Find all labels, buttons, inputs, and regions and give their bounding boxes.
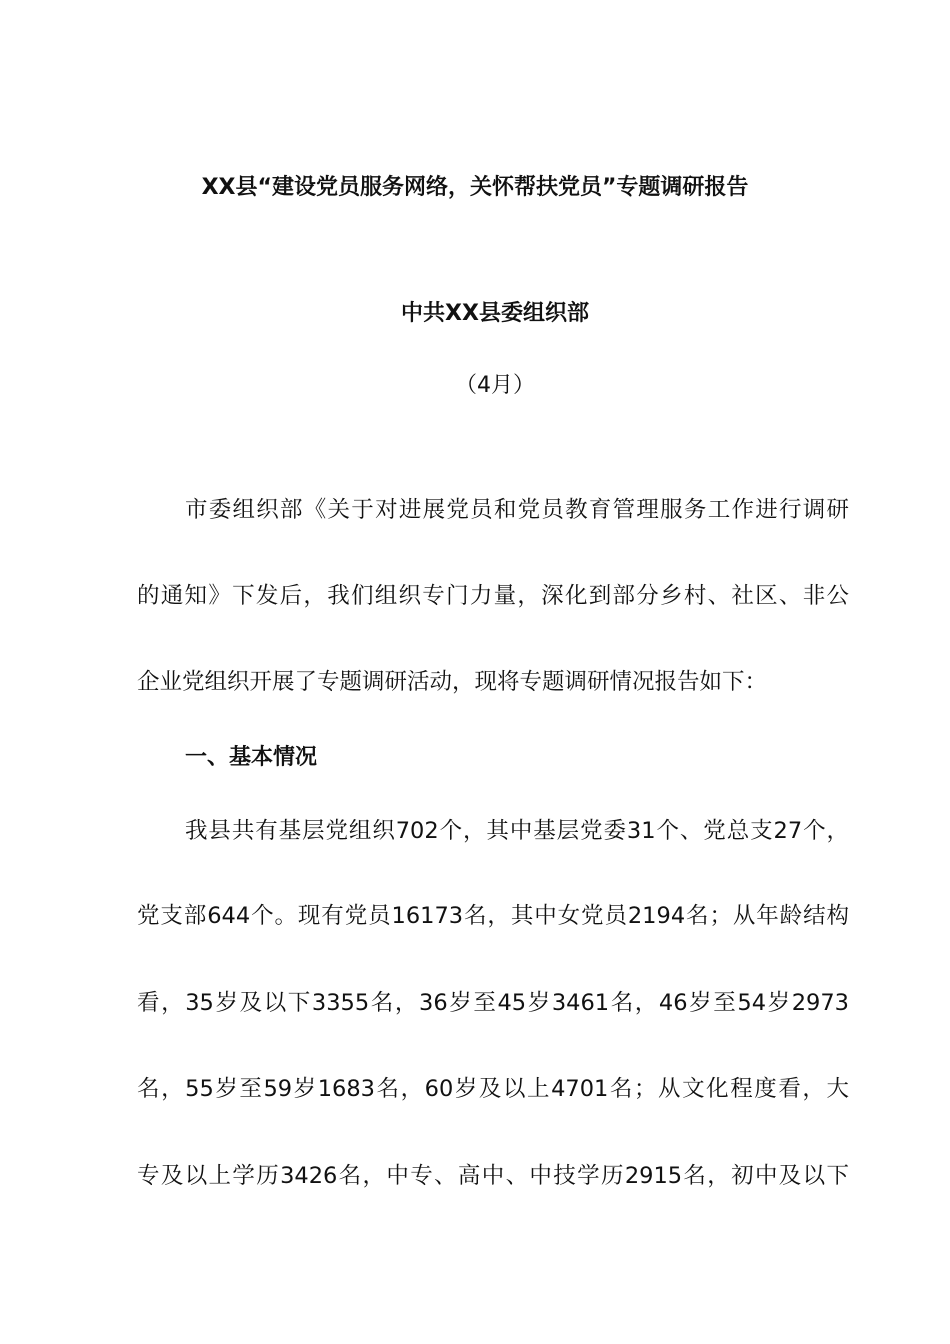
paragraph-line: 专及以上学历3426名，中专、高中、中技学历2915名，初中及以下 (137, 1163, 849, 1189)
paragraph-line: 看，35岁及以下3355名，36岁至45岁3461名，46岁至54岁2973 (137, 990, 849, 1016)
paragraph-line: 市委组织部《关于对进展党员和党员教育管理服务工作进行调研 (185, 497, 849, 523)
paragraph-line: 我县共有基层党组织702个，其中基层党委31个、党总支27个， (185, 818, 849, 844)
issuing-organization: 中共XX县委组织部 (401, 301, 589, 326)
document-date: （4月） (455, 373, 535, 398)
document-title: XX县“建设党员服务网络，关怀帮扶党员”专题调研报告 (201, 175, 749, 200)
paragraph-line: 的通知》下发后，我们组织专门力量，深化到部分乡村、社区、非公 (137, 583, 849, 609)
paragraph-line: 名，55岁至59岁1683名，60岁及以上4701名；从文化程度看，大 (137, 1076, 849, 1102)
paragraph-line: 企业党组织开展了专题调研活动，现将专题调研情况报告如下： (137, 669, 768, 695)
paragraph-line: 党支部644个。现有党员16173名，其中女党员2194名；从年龄结构 (137, 903, 849, 929)
section-heading: 一、基本情况 (185, 745, 318, 770)
